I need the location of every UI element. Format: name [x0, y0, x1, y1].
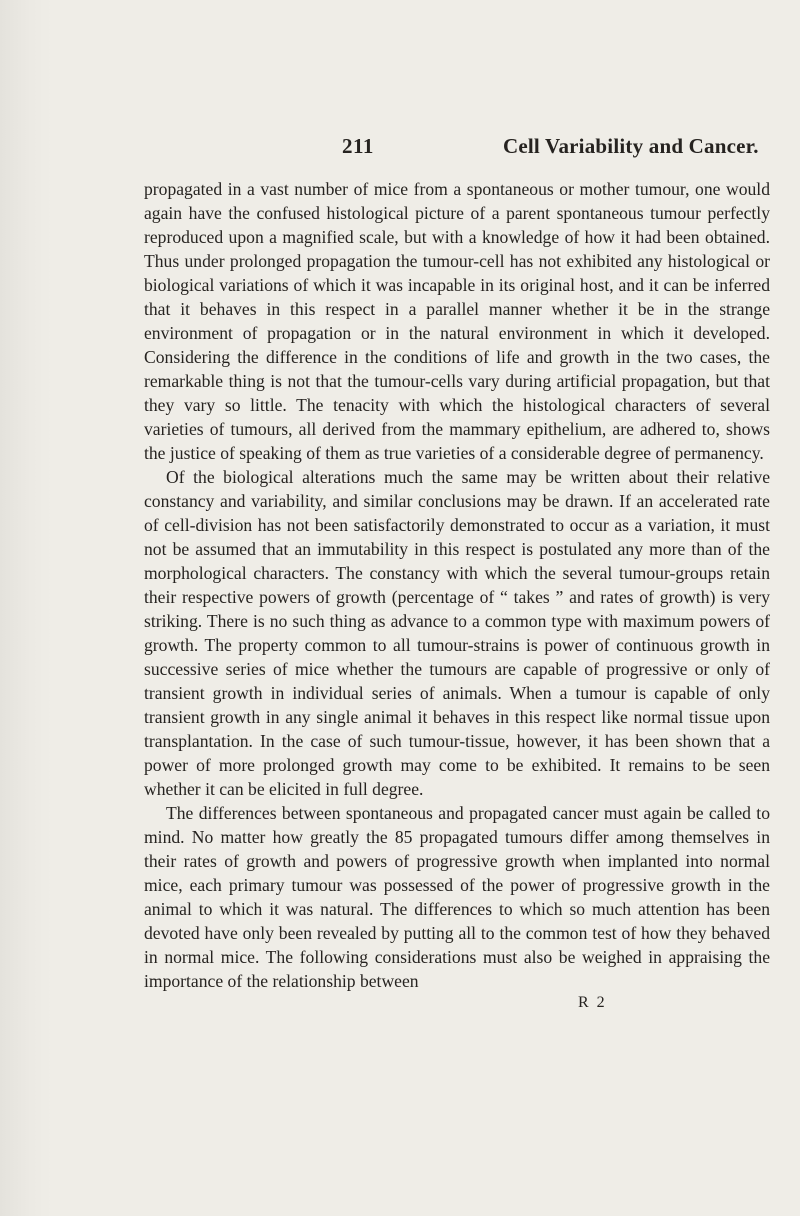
- running-title: Cell Variability and Cancer.: [503, 134, 759, 158]
- running-header: [0, 134, 800, 168]
- signature-mark: R 2: [578, 994, 607, 1011]
- paragraph-spontaneous-vs-propagated: The differences between spontaneous and propagated cancer must again be called to mind. No matter how greatly the 85 propagated tumours differ among themselves in their rates of growth and powers of progressive growth when implanted into normal mice, each primary tumour was possessed of the power of progressive growth in the animal to which it was natural. The differences to which so much attention has been devoted have only been revealed by putting all to the common test of how they behaved in normal mice. The following considerations must also be weighed in appraising the importance of the relationship between: [144, 803, 770, 991]
- page-number: 211: [342, 134, 374, 158]
- page-edge-shadow: [0, 0, 52, 1216]
- paragraph-continued: propagated in a vast number of mice from a spontaneous or mother tumour, one would again have the confused histological picture of a parent spontaneous tumour perfectly reproduced upon a magnified scale, but with a knowledge of how it had been obtained. Thus under prolonged propagation the tumour-cell has not exhibited any histological or biological variations of which it was incapable in its original host, and it can be inferred that it behaves in this respect in a parallel manner whether it be in the strange environment of propagation or in the natural environment in which it developed. Considering the difference in the conditions of life and growth in the two cases, the remarkable thing is not that the tumour-cells vary during artificial propagation, but that they vary so little. The tenacity with which the histological characters of several varieties of tumours, all derived from the mammary epithelium, are adhered to, shows the justice of speaking of them as true varieties of a considerable degree of permanency.: [144, 179, 770, 463]
- body-text: [144, 177, 770, 993]
- paragraph-biological-alterations: Of the biological alterations much the same may be written about their relative constancy and variability, and similar conclusions may be drawn. If an accelerated rate of cell-division has not been satisfactorily demonstrated to occur as a variation, it must not be assumed that an immutability in this respect is postulated any more than of the morphological characters. The constancy with which the several tumour-groups retain their respective powers of growth (percentage of “ takes ” and rates of growth) is very striking. There is no such thing as advance to a common type with maximum powers of growth. The property common to all tumour-strains is power of continuous growth in successive series of mice whether the tumours are capable of progressive or only of transient growth in individual series of animals. When a tumour is capable of only transient growth in any single animal it behaves in this respect like normal tissue upon transplantation. In the case of such tumour-tissue, however, it has been shown that a power of more prolonged growth may come to be exhibited. It remains to be seen whether it can be elicited in full degree.: [144, 467, 770, 799]
